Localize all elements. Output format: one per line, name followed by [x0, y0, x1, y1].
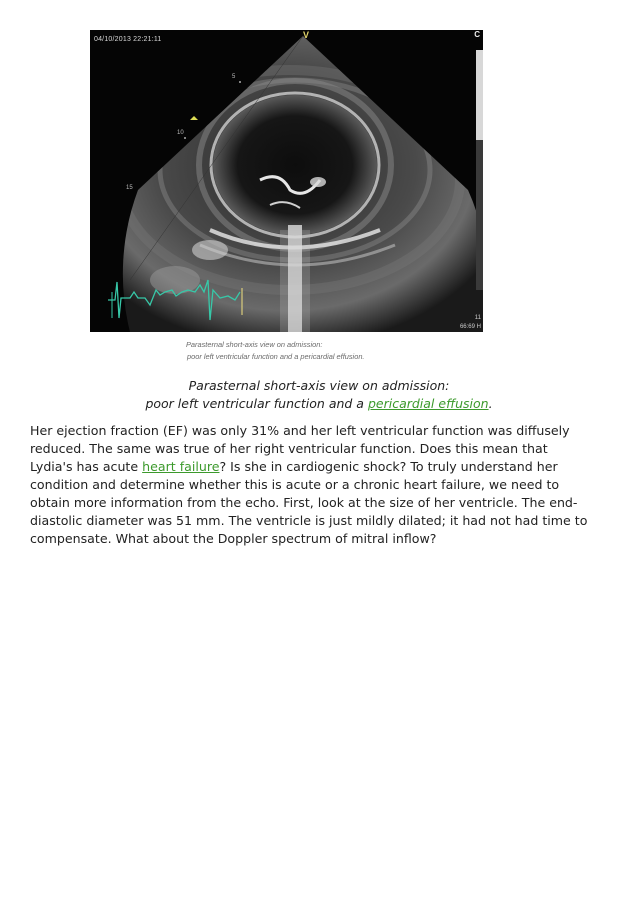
heart-failure-link[interactable]: heart failure — [142, 459, 220, 474]
echo-timestamp: 04/10/2013 22:21:11 — [94, 36, 162, 43]
body-paragraph — [30, 422, 620, 548]
body-line-3-start: Lydia's has acute — [30, 459, 143, 474]
embedded-caption-line-1: Parasternal short-axis view on admission: — [186, 340, 323, 349]
body-line-2: reduced. The same was true of her right ventricular function. Does this mean that — [30, 441, 548, 456]
echo-corner-value: 11 — [474, 315, 481, 321]
echo-marker-c: C — [474, 30, 480, 39]
body-line-6: diastolic diameter was 51 mm. The ventricle is just mildly dilated; it had not had time to — [30, 513, 588, 528]
figure-caption — [0, 377, 638, 413]
body-line-3-end: ? Is she in cardiogenic shock? To truly understand her — [219, 459, 558, 474]
body-line-7: compensate. What about the Doppler spectrum of mitral inflow? — [30, 531, 437, 546]
caption-line-1: Parasternal short-axis view on admission: — [188, 378, 450, 393]
echo-frame-rate — [460, 324, 481, 330]
pericardial-effusion-link[interactable]: pericardial effusion — [367, 396, 489, 411]
echo-sector-graphic — [90, 30, 483, 332]
depth-mark-10: 10 — [177, 130, 184, 136]
body-line-3 — [30, 458, 620, 476]
caption-line-2-text: poor left ventricular function and a — [145, 396, 368, 411]
depth-mark-5: 5 — [232, 74, 236, 80]
body-line-1: Her ejection fraction (EF) was only 31% and her left ventricular function was diffusely — [30, 423, 570, 438]
image-embedded-caption — [186, 339, 446, 363]
echocardiogram-image — [90, 30, 483, 332]
caption-line-2 — [0, 395, 638, 413]
body-line-4: condition and determine whether this is acute or a chronic heart failure, we need to — [30, 477, 560, 492]
echo-marker-v: V — [303, 30, 310, 40]
echo-frame-rate-value: 66:69 — [459, 324, 475, 330]
echo-frame-rate-unit: H — [476, 324, 481, 330]
depth-mark-15: 15 — [126, 185, 133, 191]
body-line-5: obtain more information from the echo. First, look at the size of her ventricle. The end- — [30, 495, 578, 510]
caption-line-2-end: . — [488, 396, 493, 411]
embedded-caption-line-2: poor left ventricular function and a pericardial effusion. — [187, 352, 365, 361]
